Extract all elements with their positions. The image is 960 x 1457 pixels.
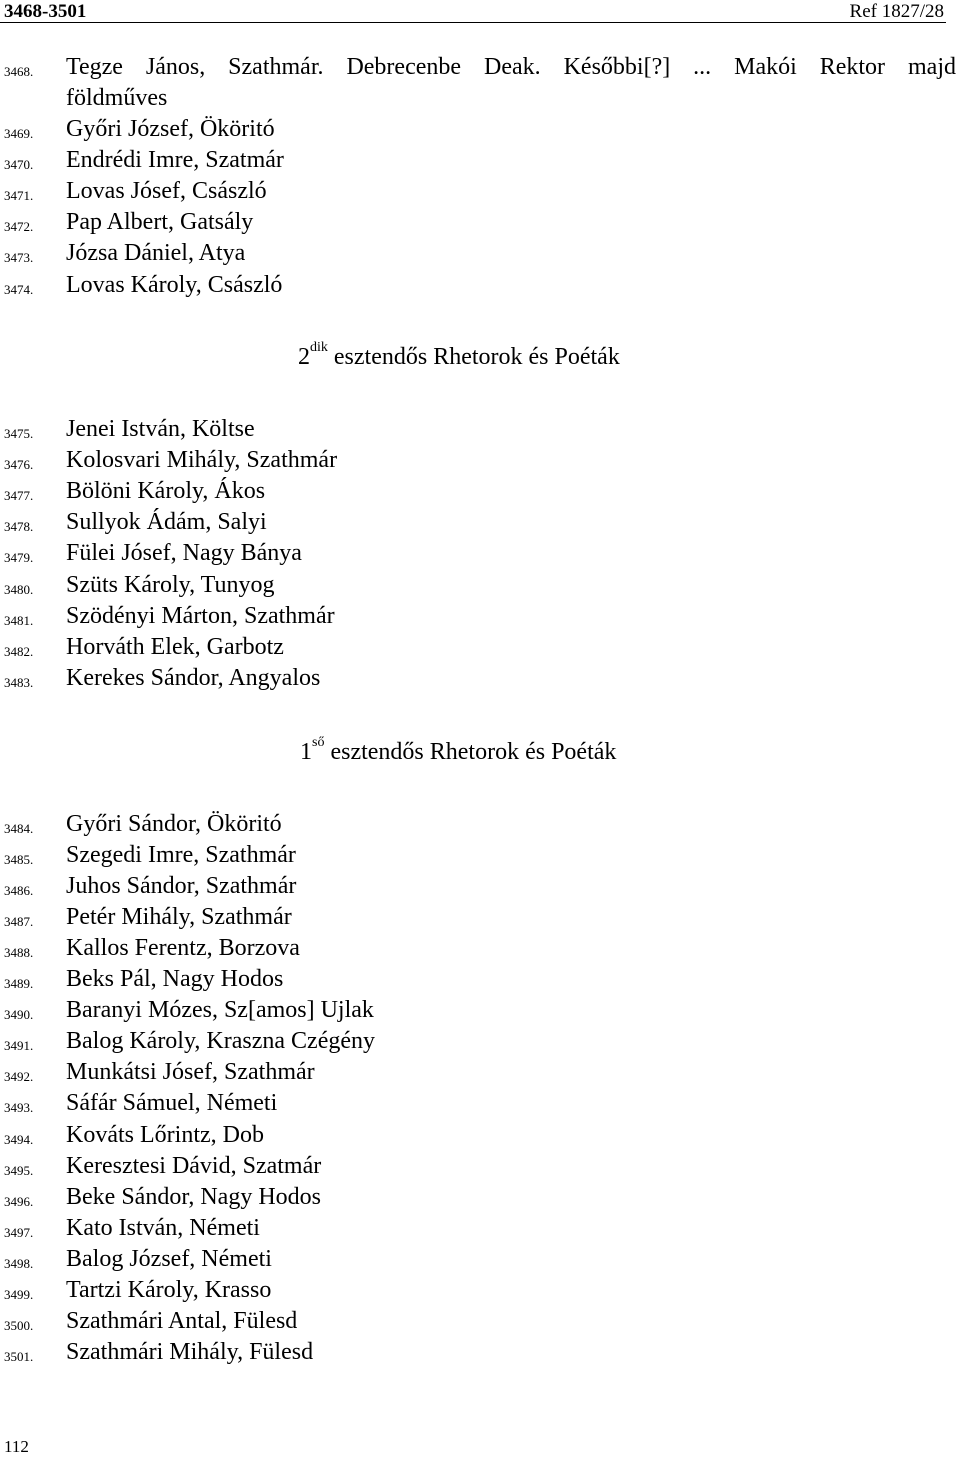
section-heading — [298, 342, 620, 372]
section-ordinal: 1 — [300, 739, 312, 765]
entry-range: 3468-3501 — [4, 1, 87, 22]
entry-text: Horváth Elek, Garbotz — [66, 633, 284, 660]
entry-number: 3481. — [4, 612, 34, 628]
list-item — [0, 1306, 960, 1336]
section-heading — [300, 737, 616, 767]
entry-number: 3483. — [4, 674, 34, 690]
entry-text: Kolosvari Mihály, Szathmár — [66, 447, 338, 474]
entry-text: Jenei István, Költse — [66, 416, 255, 442]
entry-text: Petér Mihály, Szathmár — [66, 904, 292, 931]
reference-code: Ref 1827/28 — [849, 1, 944, 22]
list-item — [0, 176, 960, 206]
entry-text: Szathmári Antal, Fülesd — [66, 1307, 298, 1334]
entry-number: 3492. — [4, 1069, 34, 1085]
entry-number: 3491. — [4, 1038, 34, 1054]
entry-number: 3473. — [4, 250, 34, 266]
list-item — [0, 663, 960, 693]
entry-text: Beks Pál, Nagy Hodos — [66, 966, 284, 993]
entry-text: Győri Sándor, Ököritó — [66, 811, 282, 837]
list-item — [0, 1120, 960, 1150]
section-title: esztendős Rhetorok és Poéták — [330, 739, 617, 765]
entry-text-continuation: földműves — [66, 85, 168, 111]
entry-text: Balog Károly, Kraszna Czégény — [66, 1028, 375, 1055]
entry-text: Munkátsi Jósef, Szathmár — [66, 1059, 315, 1086]
list-item — [0, 538, 960, 568]
entry-text: Szüts Károly, Tunyog — [66, 571, 275, 598]
entry-number: 3476. — [4, 457, 34, 473]
entry-number: 3495. — [4, 1162, 34, 1178]
list-item — [0, 902, 960, 932]
entry-number: 3501. — [4, 1348, 34, 1364]
entry-number: 3470. — [4, 157, 34, 173]
entry-number: 3499. — [4, 1286, 34, 1302]
entry-number: 3479. — [4, 550, 34, 566]
entry-number: 3490. — [4, 1007, 34, 1023]
entry-number: 3472. — [4, 219, 34, 235]
entry-text: Kato István, Németi — [66, 1214, 260, 1241]
list-item — [0, 1182, 960, 1212]
entry-text: Szegedi Imre, Szathmár — [66, 842, 296, 869]
entry-number: 3468. — [4, 64, 34, 79]
entry-text: Balog József, Németi — [66, 1245, 272, 1272]
list-item — [0, 1151, 960, 1181]
entry-text: Sáfár Sámuel, Németi — [66, 1090, 278, 1117]
list-item — [0, 476, 960, 506]
entry-text: Józsa Dániel, Atya — [66, 240, 246, 267]
list-item — [0, 52, 960, 82]
entry-number: 3477. — [4, 488, 34, 504]
entry-text: Győri József, Ököritó — [66, 116, 275, 142]
list-item — [0, 270, 960, 300]
entry-text: Szödényi Márton, Szathmár — [66, 602, 335, 629]
list-item — [0, 1244, 960, 1274]
list-item — [0, 933, 960, 963]
entry-number: 3480. — [4, 581, 34, 597]
list-item — [0, 445, 960, 475]
entry-number: 3500. — [4, 1317, 34, 1333]
entry-text: Bölöni Károly, Ákos — [66, 478, 266, 505]
section-title: esztendős Rhetorok és Poéták — [333, 344, 620, 370]
page-header — [0, 0, 946, 23]
list-item — [0, 1213, 960, 1243]
entry-text: Sullyok Ádám, Salyi — [66, 509, 267, 536]
list-item — [0, 1275, 960, 1305]
entry-text: Pap Albert, Gatsály — [66, 209, 254, 236]
list-item — [0, 145, 960, 175]
section-ordinal-suffix: dik — [310, 340, 328, 355]
list-item — [0, 632, 960, 662]
entry-text: Tegze János, Szathmár. Debrecenbe Deak. Későbbi[?] ... Makói Rektor majd — [66, 54, 956, 80]
list-item — [0, 871, 960, 901]
entry-text: Juhos Sándor, Szathmár — [66, 873, 297, 900]
entry-text: Kallos Ferentz, Borzova — [66, 935, 300, 962]
entry-number: 3485. — [4, 852, 34, 868]
entry-number: 3489. — [4, 976, 34, 992]
entry-text: Szathmári Mihály, Fülesd — [66, 1338, 314, 1365]
entry-number: 3482. — [4, 643, 34, 659]
entry-number: 3469. — [4, 126, 34, 141]
entry-text: Fülei Jósef, Nagy Bánya — [66, 540, 302, 567]
list-item — [0, 995, 960, 1025]
entry-number: 3488. — [4, 945, 34, 961]
page-number: 112 — [4, 1437, 29, 1456]
list-item — [0, 207, 960, 237]
list-item — [0, 840, 960, 870]
list-item — [0, 1337, 960, 1367]
list-item — [0, 1026, 960, 1056]
entry-number: 3484. — [4, 821, 34, 836]
list-item — [0, 601, 960, 631]
entry-number: 3474. — [4, 281, 34, 297]
entry-number: 3475. — [4, 426, 34, 441]
list-item — [0, 414, 960, 444]
list-item — [0, 1088, 960, 1118]
entry-number: 3486. — [4, 883, 34, 899]
entry-number: 3494. — [4, 1131, 34, 1147]
list-item — [0, 238, 960, 268]
entry-text: Tartzi Károly, Krasso — [66, 1276, 272, 1303]
entry-number: 3497. — [4, 1224, 34, 1240]
entry-text: Endrédi Imre, Szatmár — [66, 147, 284, 174]
section-ordinal-suffix: ső — [312, 735, 325, 750]
list-item — [0, 809, 960, 839]
list-item — [0, 1057, 960, 1087]
list-item — [0, 114, 960, 144]
entry-number: 3487. — [4, 914, 34, 930]
entry-number: 3478. — [4, 519, 34, 535]
entry-number: 3493. — [4, 1100, 34, 1116]
entry-text: Beke Sándor, Nagy Hodos — [66, 1183, 321, 1210]
section-ordinal: 2 — [298, 344, 310, 370]
entry-text: Keresztesi Dávid, Szatmár — [66, 1152, 322, 1179]
entry-text: Lovas Károly, Császló — [66, 271, 283, 298]
entry-text: Lovas Jósef, Császló — [66, 178, 267, 205]
entry-text: Baranyi Mózes, Sz[amos] Ujlak — [66, 997, 374, 1024]
entry-number: 3496. — [4, 1193, 34, 1209]
entry-text: Kerekes Sándor, Angyalos — [66, 664, 321, 691]
entry-text: Kováts Lőrintz, Dob — [66, 1121, 264, 1148]
list-item — [0, 507, 960, 537]
list-item — [0, 570, 960, 600]
list-item — [0, 964, 960, 994]
entry-number: 3498. — [4, 1255, 34, 1271]
entry-number: 3471. — [4, 188, 34, 204]
